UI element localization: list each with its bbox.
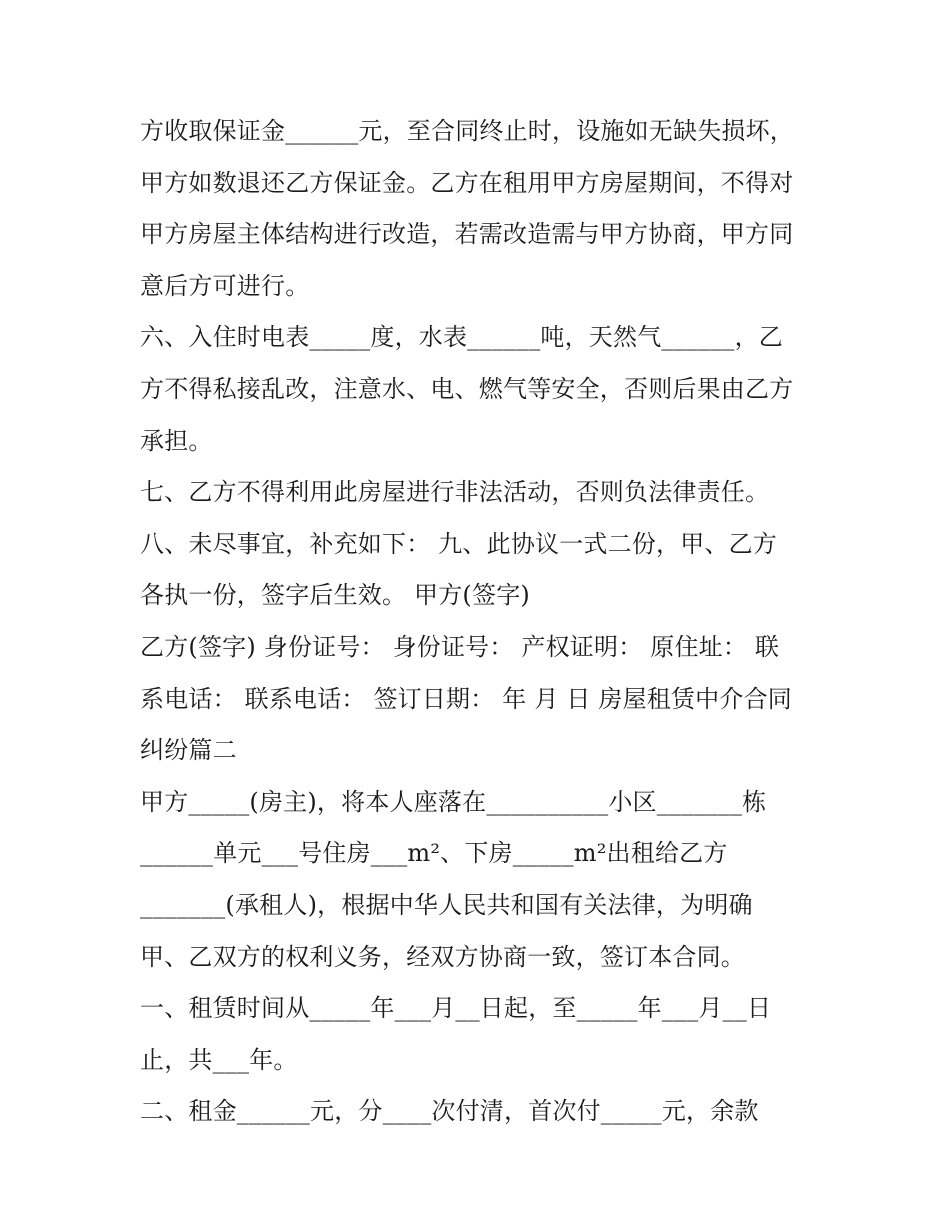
text-line-14: 甲方_____(房主)，将本人座落在__________小区_______栋	[140, 787, 767, 816]
text-line-2: 甲方如数退还乙方保证金。乙方在租用甲方房屋期间，不得对	[140, 168, 794, 197]
text-line-1: 方收取保证金______元，至合同终止时，设施如无缺失损坏，	[140, 117, 794, 145]
text-line-4: 意后方可进行。	[140, 271, 310, 300]
text-line-7: 承担。	[140, 426, 213, 455]
text-line-18: 一、租赁时间从_____年___月__日起，至_____年___月__日	[140, 994, 772, 1023]
document-body	[140, 106, 820, 1138]
text-line-12: 系电话： 联系电话： 签订日期： 年 月 日 房屋租赁中介合同	[140, 684, 792, 713]
text-line-10: 各执一份，签字后生效。 甲方(签字)	[140, 581, 530, 610]
text-line-8: 七、乙方不得利用此房屋进行非法活动，否则负法律责任。	[140, 478, 770, 507]
text-line-11: 乙方(签字) 身份证号： 身份证号： 产权证明： 原住址： 联	[140, 632, 780, 661]
text-line-6: 方不得私接乱改，注意水、电、燃气等安全，否则后果由乙方	[140, 374, 794, 403]
text-line-17: 甲、乙双方的权利义务，经双方协商一致，签订本合同。	[140, 942, 745, 971]
text-line-16: _______(承租人)，根据中华人民共和国有关法律，为明确	[140, 890, 753, 919]
text-line-20: 二、租金______元，分____次付清，首次付_____元，余款	[140, 1097, 759, 1126]
text-line-15: ______单元___号住房___m²、下房_____m²出租给乙方	[140, 839, 728, 868]
text-line-3: 甲方房屋主体结构进行改造，若需改造需与甲方协商，甲方同	[140, 220, 794, 249]
text-line-5: 六、入住时电表_____度，水表______吨，天然气______，乙	[140, 323, 783, 352]
text-line-9: 八、未尽事宜，补充如下： 九、此协议一式二份，甲、乙方	[140, 529, 778, 558]
text-line-19: 止，共___年。	[140, 1045, 298, 1074]
text-line-13: 纠纷篇二	[140, 736, 237, 765]
